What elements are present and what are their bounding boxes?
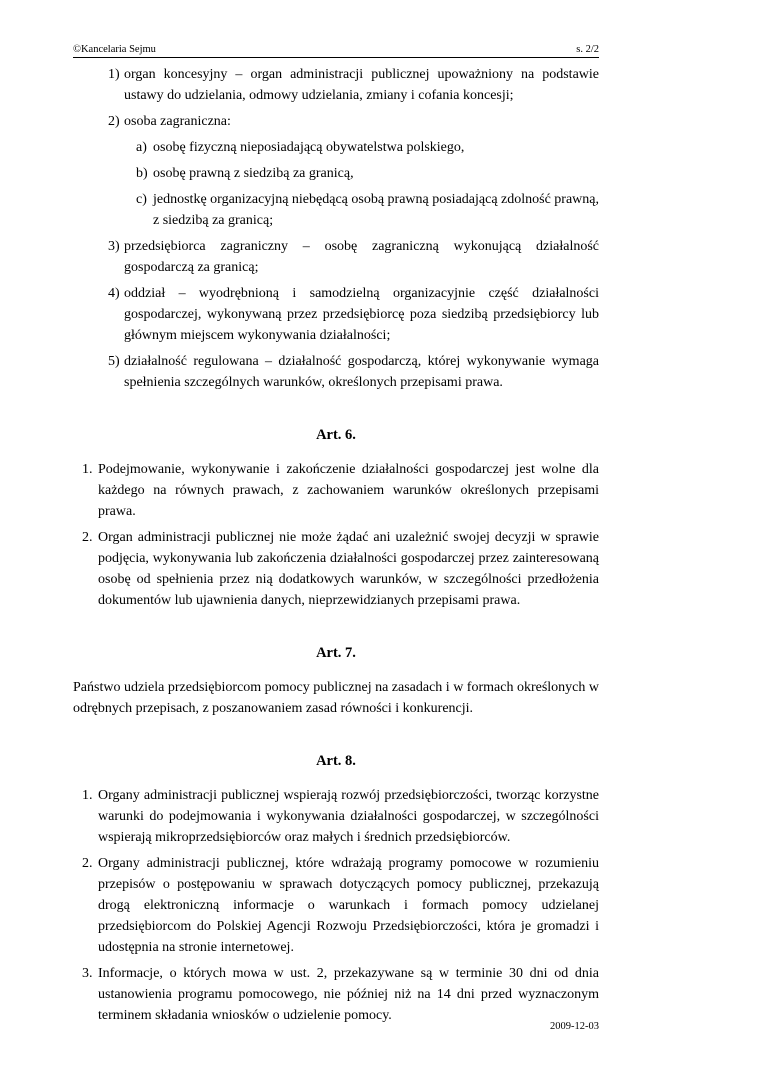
paragraph-number: 2.	[82, 530, 93, 545]
paragraph-text: Podejmowanie, wykonywanie i zakończenie działalności gospodarczej jest wolne dla każdego na równych prawach, z zachowaniem warunków określonych przepisami prawa.	[98, 462, 599, 519]
paragraph-number: 1.	[82, 788, 93, 803]
paragraph-text: Organy administracji publicznej, które wdrażają programy pomocowe w rozumieniu przepisów o postępowaniu w sprawach dotyczących pomocy publicznej, przekazują drogą elektroniczną informacje o warunkach i formach pomocy udzielanej przedsiębiorcom do Polskiej Agencji Rozwoju Przedsiębiorczości, która je gromadzi i udostępnia na stronie internetowej.	[98, 856, 599, 955]
definition-item	[73, 111, 599, 132]
sub-item-text: osobę prawną z siedzibą za granicą,	[153, 166, 354, 181]
article-8-title: Art. 8.	[316, 753, 356, 769]
definition-item	[73, 236, 599, 278]
article-8-paragraph	[73, 853, 599, 958]
page-header	[73, 43, 599, 58]
sub-item-letter: b)	[136, 166, 148, 181]
definition-item	[73, 64, 599, 106]
document-body	[73, 64, 599, 1031]
article-7-text: Państwo udziela przedsiębiorcom pomocy publicznej na zasadach i w formach określonych w odrębnych przepisach, z poszanowaniem zasad równości i konkurencji.	[73, 680, 599, 716]
sub-item-letter: c)	[136, 192, 147, 207]
article-8-paragraph	[73, 963, 599, 1026]
sub-item	[73, 163, 599, 184]
definition-number: 3)	[108, 239, 120, 254]
definition-text: osoba zagraniczna:	[124, 114, 231, 129]
definition-item	[73, 283, 599, 346]
article-6-paragraph	[73, 527, 599, 611]
definition-item	[73, 351, 599, 393]
sub-item-text: osobę fizyczną nieposiadającą obywatelstwa polskiego,	[153, 140, 465, 155]
paragraph-number: 1.	[82, 462, 93, 477]
definition-number: 1)	[108, 67, 120, 82]
paragraph-number: 3.	[82, 966, 93, 981]
article-6-paragraph	[73, 459, 599, 522]
article-6-title: Art. 6.	[316, 427, 356, 443]
header-page-number: s. 2/2	[576, 44, 599, 55]
definition-number: 5)	[108, 354, 120, 369]
paragraph-text: Organy administracji publicznej wspierają rozwój przedsiębiorczości, tworząc korzystne warunki do podejmowania i wykonywania działalności gospodarczej, w szczególności wspierają mikroprzedsiębiorców oraz małych i średnich przedsiębiorców.	[98, 788, 599, 845]
definition-number: 2)	[108, 114, 120, 129]
paragraph-number: 2.	[82, 856, 93, 871]
sub-item-text: jednostkę organizacyjną niebędącą osobą prawną posiadającą zdolność prawną, z siedzibą za granicą;	[153, 192, 599, 228]
sub-item	[73, 189, 599, 231]
definition-text: działalność regulowana – działalność gospodarczą, której wykonywanie wymaga spełnienia szczególnych warunków, określonych przepisami prawa.	[124, 354, 599, 390]
article-7-title: Art. 7.	[316, 645, 356, 661]
footer-date: 2009-12-03	[550, 1021, 599, 1032]
definition-text: organ koncesyjny – organ administracji publicznej upoważniony na podstawie ustawy do udzielania, odmowy udzielania, zmiany i cofania koncesji;	[124, 67, 599, 103]
sub-item	[73, 137, 599, 158]
paragraph-text: Informacje, o których mowa w ust. 2, przekazywane są w terminie 30 dni od dnia ustanowienia programu pomocowego, nie później niż na 14 dni przed wyznaczonym terminem składania wniosków o udzielenie pomocy.	[98, 966, 599, 1023]
paragraph-text: Organ administracji publicznej nie może żądać ani uzależnić swojej decyzji w sprawie podjęcia, wykonywania lub zakończenia działalności gospodarczej przez zainteresowaną osobę od spełnienia przez nią dodatkowych warunków, w szczególności przedłożenia dokumentów lub ujawnienia danych, nieprzewidzianych przepisami prawa.	[98, 530, 599, 608]
sub-item-letter: a)	[136, 140, 147, 155]
article-8-paragraph	[73, 785, 599, 848]
header-copyright: ©Kancelaria Sejmu	[73, 44, 156, 55]
definition-text: przedsiębiorca zagraniczny – osobę zagraniczną wykonującą działalność gospodarczą za granicą;	[124, 239, 599, 275]
definition-text: oddział – wyodrębnioną i samodzielną organizacyjnie część działalności gospodarczej, wykonywaną przez przedsiębiorcę poza siedzibą przedsiębiorcy lub głównym miejscem wykonywania działalności;	[124, 286, 599, 343]
definition-number: 4)	[108, 286, 120, 301]
